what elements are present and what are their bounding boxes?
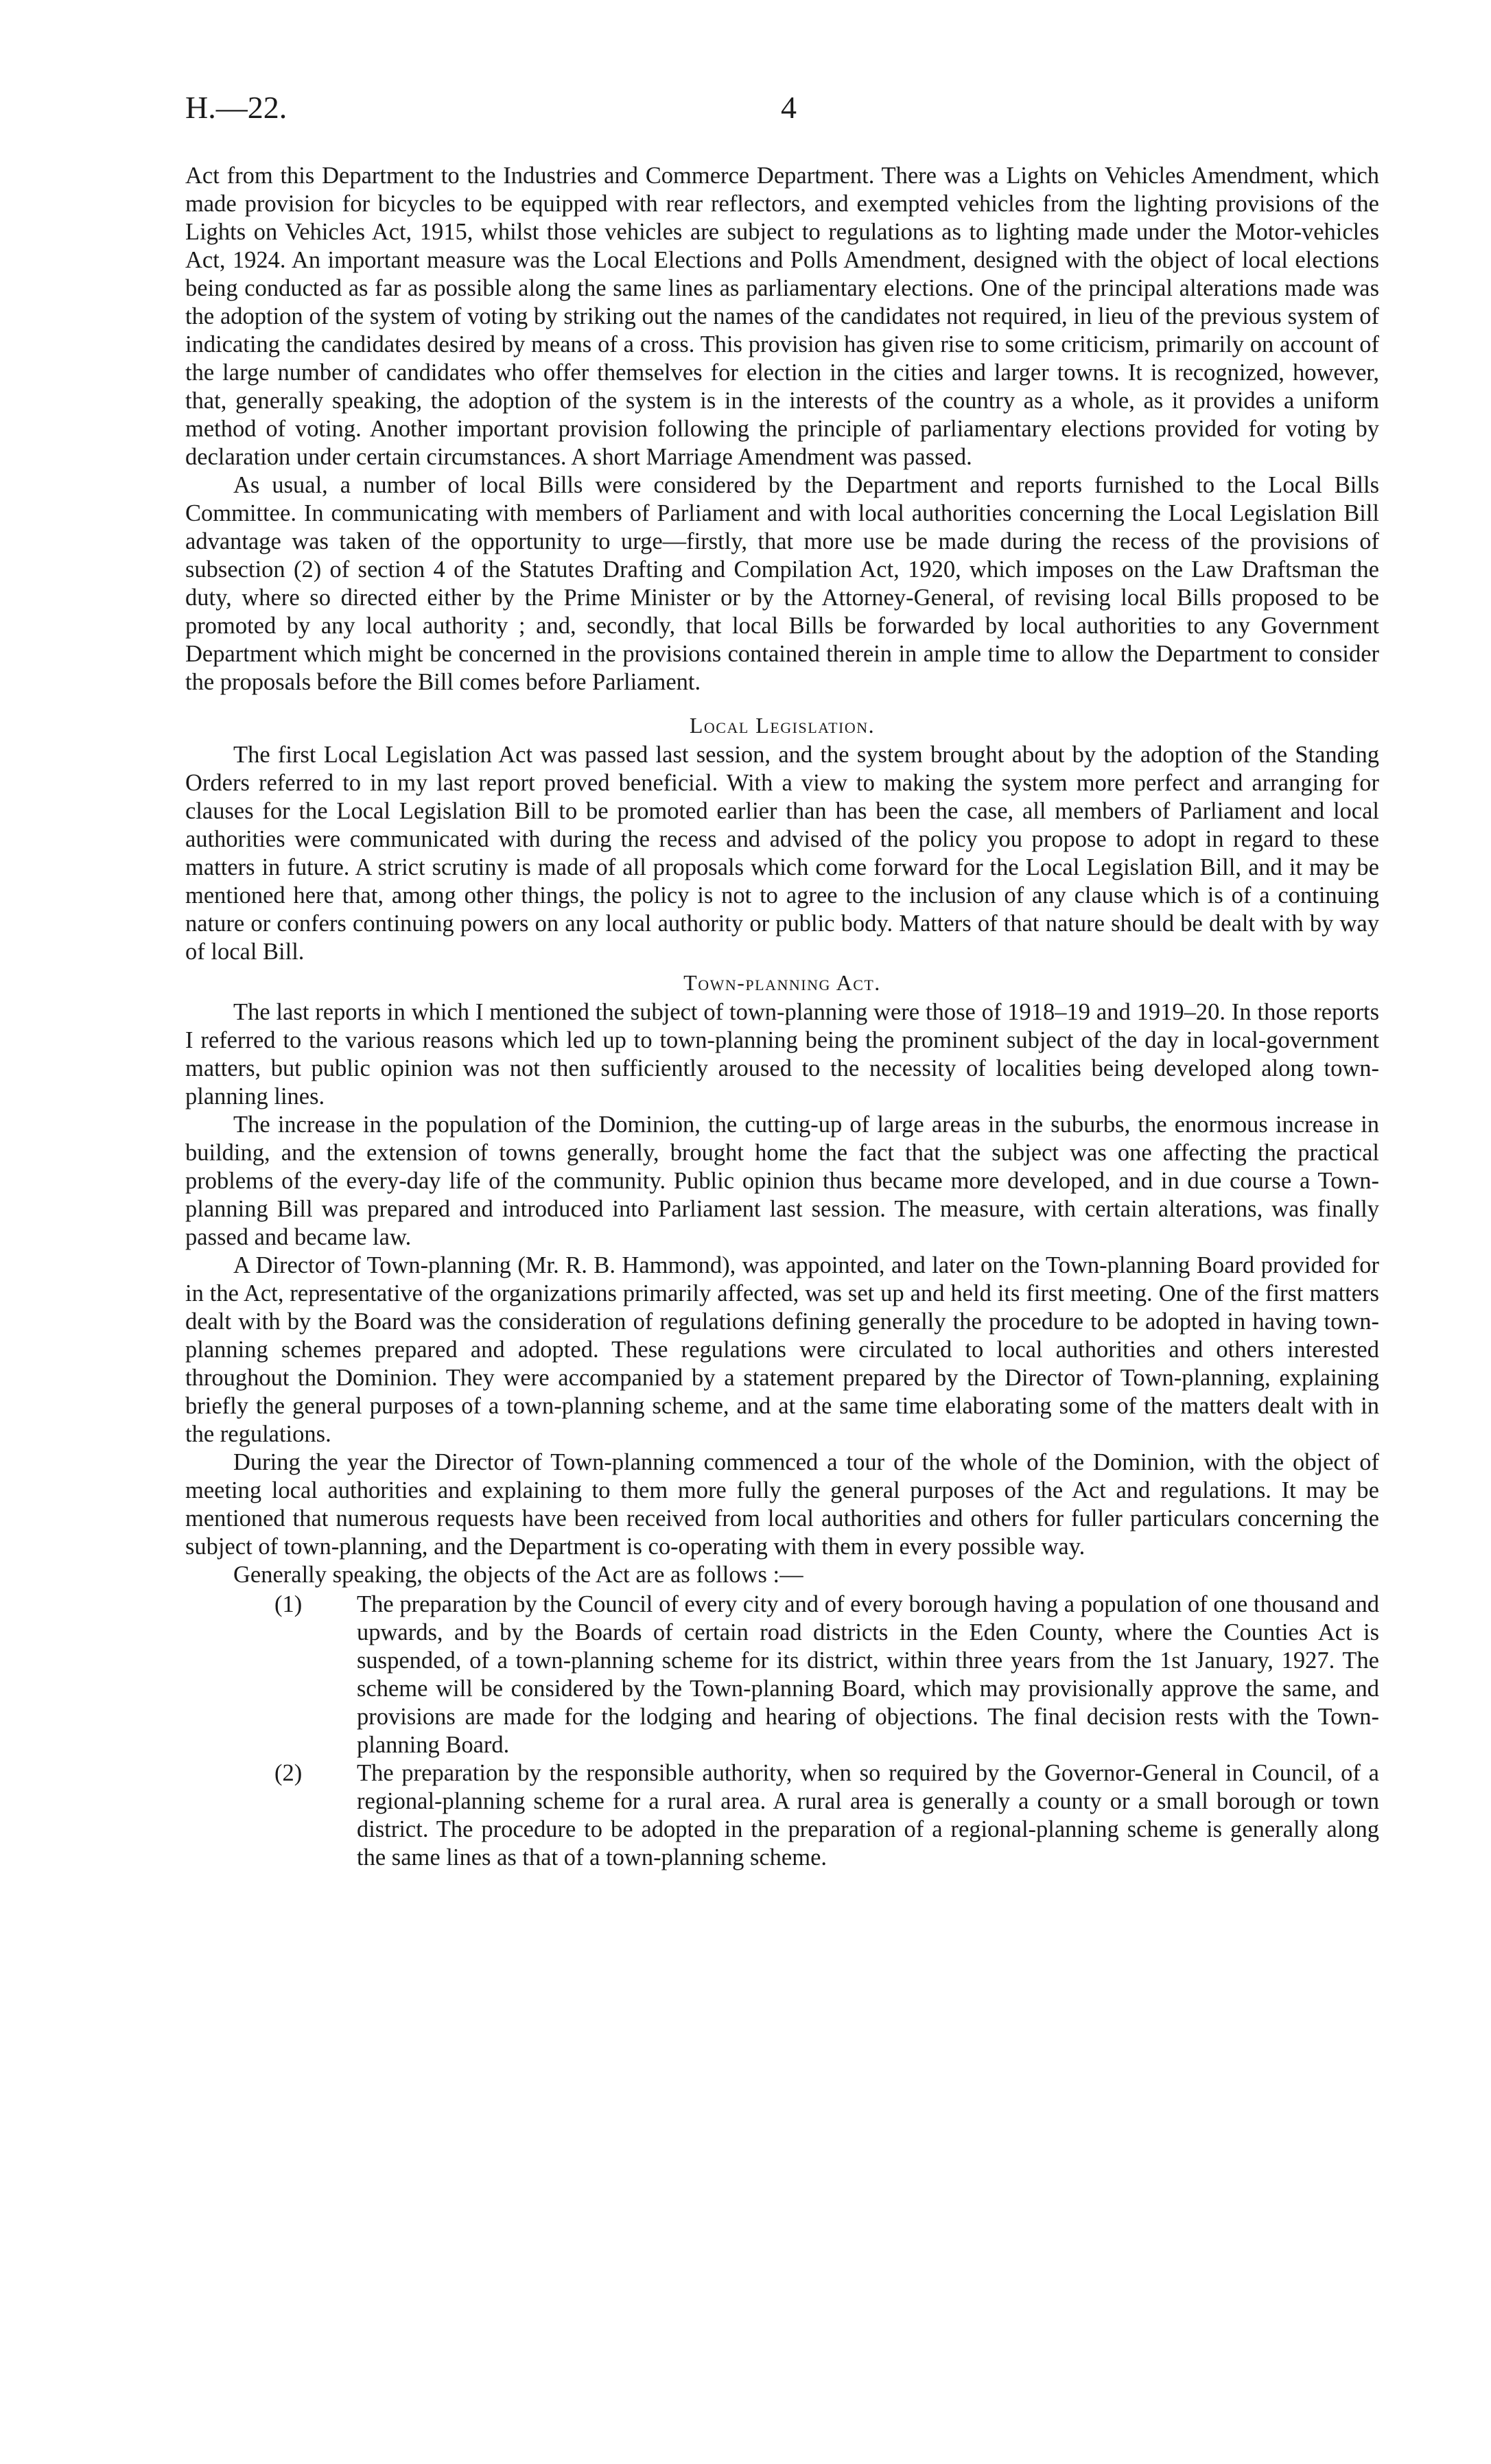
paragraph-town-planning-1: The last reports in which I mentioned the subject of town-planning were those of 1918–19 and 1919–20. In those reports I referred to the various reasons which led up to town-planning being the prominent subject of the day in local-government matters, but public opinion was not then sufficiently aroused to the necessity of localities being developed along town-planning lines.: [185, 999, 1379, 1110]
paragraph-local-legislation: The first Local Legislation Act was passed last session, and the system brought about by the adoption of the Standing Orders referred to in my last report proved beneficial. With a view to making the system more perfect and arranging for clauses for the Local Legislation Bill to be promoted earlier than has been the case, all members of Parliament and local authorities were communicated with during the recess and advised of the policy you propose to adopt in regard to these matters in future. A strict scrutiny is made of all proposals which come forward for the Local Legislation Bill, and it may be mentioned here that, among other things, the policy is not to agree to the inclusion of any clause which is of a continuing nature or confers continuing powers on any local authority or public body. Matters of that nature should be dealt with by way of local Bill.: [185, 742, 1379, 965]
section-heading-town-planning: Town-planning Act.: [683, 970, 881, 995]
page-header: [185, 89, 1379, 137]
paragraph-town-planning-2: The increase in the population of the Dominion, the cutting-up of large areas in the suburbs, the enormous increase in building, and the extension of towns generally, brought home the fact that the subject was one affecting the practical problems of the every-day life of the community. Public opinion thus became more developed, and in due course a Town-planning Bill was prepared and introduced into Parliament last session. The measure, with certain alterations, was finally passed and became law.: [185, 1112, 1379, 1250]
document-code: H.—22.: [185, 90, 287, 125]
list-item: [185, 1591, 1379, 1759]
objects-list: [185, 1591, 1379, 1872]
list-item-number: (2): [274, 1760, 303, 1786]
paragraph-local-bills: As usual, a number of local Bills were considered by the Department and reports furnished to the Local Bills Committee. In communicating with members of Parliament and with local authorities concerning the Local Legislation Bill advantage was taken of the opportunity to urge—firstly, that more use be made during the recess of the provisions of subsection (2) of section 4 of the Statutes Drafting and Compilation Act, 1920, which imposes on the Law Draftsman the duty, where so directed either by the Prime Minister or by the Attorney-General, of revising local Bills proposed to be promoted by any local authority ; and, secondly, that local Bills be forwarded by local authorities to any Government Department which might be concerned in the provisions contained therein in ample time to allow the Department to consider the proposals before the Bill comes before Parliament.: [185, 472, 1379, 695]
page-body: [185, 162, 1379, 1872]
paragraph-objects-intro: Generally speaking, the objects of the Act are as follows :—: [233, 1562, 803, 1588]
list-item-text: The preparation by the responsible authority, when so required by the Governor-General in Council, of a regional-planning scheme for a rural area. A rural area is generally a county or a small borough or town district. The procedure to be adopted in the preparation of a regional-planning scheme is generally along the same lines as that of a town-planning scheme.: [357, 1760, 1379, 1870]
paragraph-town-planning-4: During the year the Director of Town-planning commenced a tour of the whole of the Dominion, with the object of meeting local authorities and explaining to them more fully the general purposes of the Act and regulations. It may be mentioned that numerous requests have been received from local authorities and others for fuller particulars concerning the subject of town-planning, and the Department is co-operating with them in every possible way.: [185, 1449, 1379, 1560]
list-item-text: The preparation by the Council of every city and of every borough having a population of one thousand and upwards, and by the Boards of certain road districts in the Eden County, where the Counties Act is suspended, of a town-planning scheme for its district, within three years from the 1st January, 1927. The scheme will be considered by the Town-planning Board, which may provisionally approve the same, and provisions are made for the lodging and hearing of objections. The final decision rests with the Town-planning Board.: [357, 1591, 1379, 1758]
list-item: [185, 1759, 1379, 1872]
list-item-number: (1): [274, 1591, 303, 1617]
section-heading-local-legislation: Local Legislation.: [689, 713, 876, 738]
paragraph-town-planning-3: A Director of Town-planning (Mr. R. B. Hammond), was appointed, and later on the Town-planning Board provided for in the Act, representative of the organizations primarily affected, was set up and held its first meeting. One of the first matters dealt with by the Board was the consideration of regulations defining generally the procedure to be adopted in having town-planning schemes prepared and adopted. These regulations were circulated to local authorities and others interested throughout the Dominion. They were accompanied by a statement prepared by the Director of Town-planning, explaining briefly the general purposes of a town-planning scheme, and at the same time elaborating some of the matters dealt with in the regulations.: [185, 1252, 1379, 1447]
paragraph-continued: Act from this Department to the Industries and Commerce Department. There was a Lights on Vehicles Amendment, which made provision for bicycles to be equipped with rear reflectors, and exempted vehicles from the lighting provisions of the Lights on Vehicles Act, 1915, whilst those vehicles are subject to regulations as to lighting made under the Motor-vehicles Act, 1924. An important measure was the Local Elections and Polls Amendment, designed with the object of local elections being conducted as far as possible along the same lines as parliamentary elections. One of the principal alterations made was the adoption of the system of voting by striking out the names of the candidates not required, in lieu of the previous system of indicating the candidates desired by means of a cross. This provision has given rise to some criticism, primarily on account of the large number of candidates who offer themselves for election in the cities and larger towns. It is recognized, however, that, generally speaking, the adoption of the system is in the interests of the country as a whole, as it provides a uniform method of voting. Another important provision following the principle of parliamentary elections provided for voting by declaration under certain circumstances. A short Marriage Amendment was passed.: [185, 163, 1379, 470]
page-number: 4: [781, 90, 797, 125]
